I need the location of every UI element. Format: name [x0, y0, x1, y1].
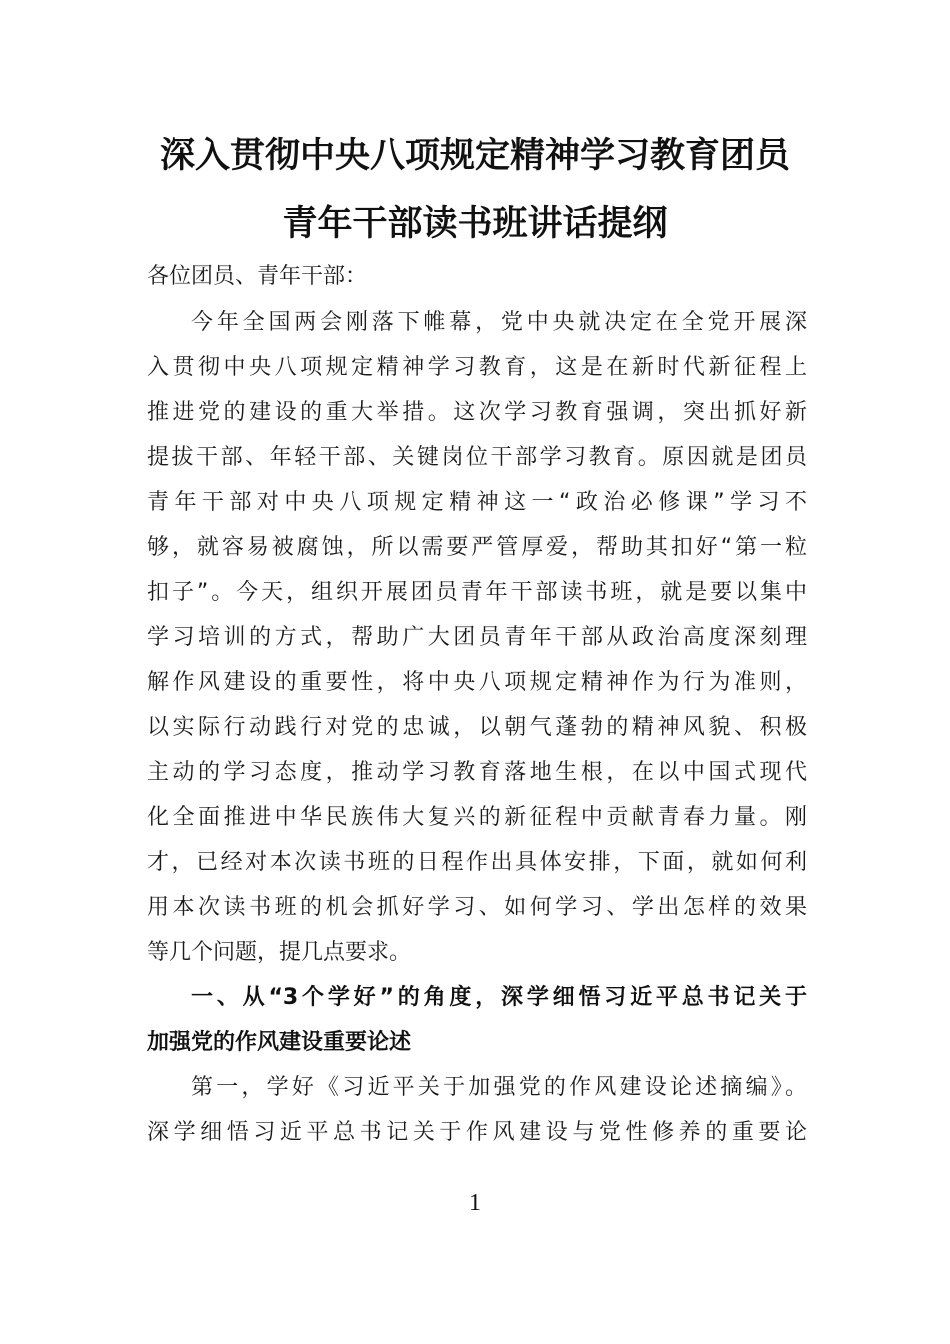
page-number: 1 — [469, 1190, 481, 1216]
paragraph-line: 推进党的建设的重大举措。这次学习教育强调，突出抓好新 — [147, 400, 807, 425]
paragraph-line: 等几个问题，提几点要求。 — [147, 940, 412, 965]
section-heading-line-1: 一、从“3个学好”的角度，深学细悟习近平总书记关于 — [191, 985, 807, 1010]
paragraph-line: 以实际行动践行对党的忠诚，以朝气蓬勃的精神风貌、积极 — [147, 715, 807, 740]
document-title-line-2: 青年干部读书班讲话提纲 — [282, 203, 668, 244]
paragraph-line: 提拔干部、年轻干部、关键岗位干部学习教育。原因就是团员 — [147, 445, 807, 470]
paragraph-line: 学习培训的方式，帮助广大团员青年干部从政治高度深刻理 — [147, 625, 807, 650]
paragraph-line: 深学细悟习近平总书记关于作风建设与党性修养的重要论 — [147, 1120, 807, 1145]
salutation: 各位团员、青年干部： — [147, 264, 368, 289]
section-heading-line-2: 加强党的作风建设重要论述 — [147, 1030, 412, 1055]
paragraph-line: 扣子”。今天，组织开展团员青年干部读书班，就是要以集中 — [147, 580, 807, 605]
document-title-line-1: 深入贯彻中央八项规定精神学习教育团员 — [159, 135, 790, 176]
paragraph-line: 才，已经对本次读书班的日程作出具体安排，下面，就如何利 — [147, 850, 807, 875]
paragraph-line: 第一，学好《习近平关于加强党的作风建设论述摘编》。 — [191, 1075, 807, 1100]
paragraph-line: 青年干部对中央八项规定精神这一“政治必修课”学习不 — [147, 490, 807, 515]
paragraph-line: 化全面推进中华民族伟大复兴的新征程中贡献青春力量。刚 — [147, 805, 807, 830]
paragraph-line: 主动的学习态度，推动学习教育落地生根，在以中国式现代 — [147, 760, 807, 785]
paragraph-line: 今年全国两会刚落下帷幕，党中央就决定在全党开展深 — [191, 310, 807, 335]
paragraph-line: 够，就容易被腐蚀，所以需要严管厚爱，帮助其扣好“第一粒 — [147, 535, 807, 560]
paragraph-line: 入贯彻中央八项规定精神学习教育，这是在新时代新征程上 — [147, 355, 807, 380]
paragraph-line: 用本次读书班的机会抓好学习、如何学习、学出怎样的效果 — [147, 895, 807, 920]
paragraph-line: 解作风建设的重要性，将中央八项规定精神作为行为准则， — [147, 670, 807, 695]
